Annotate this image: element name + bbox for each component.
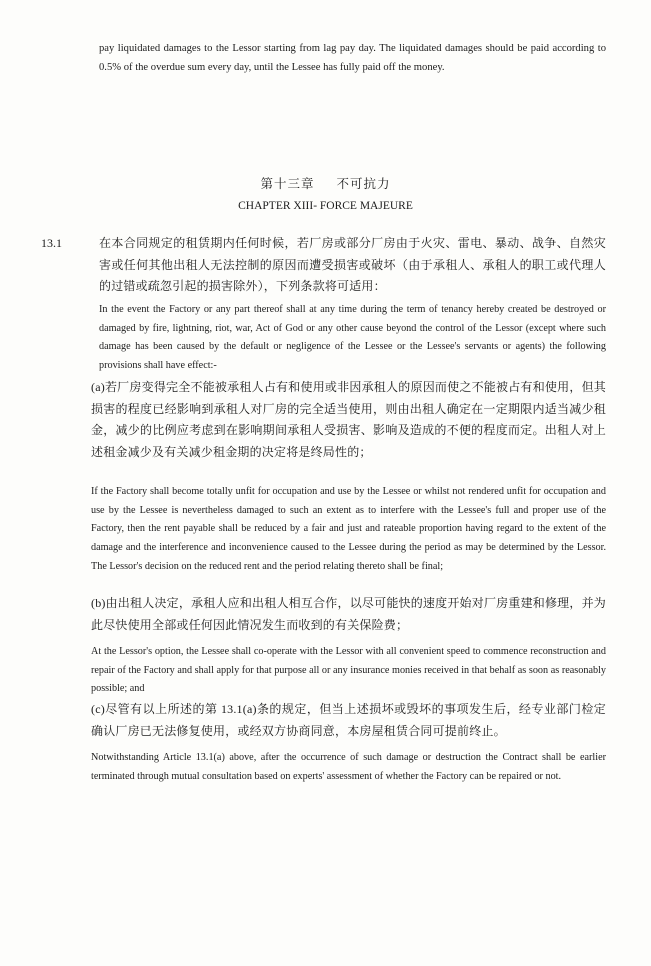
section-number: 13.1 <box>41 236 62 250</box>
chapter-title-zh <box>0 174 651 192</box>
chapter-title-en: CHAPTER XIII- FORCE MAJEURE <box>238 200 413 212</box>
intro-paragraph: pay liquidated damages to the Lessor starting from lag pay day. The liquidated damages should be paid according to 0.5% of the overdue sum every day, until the Lessee has fully paid off the money. <box>99 43 606 73</box>
chapter-name-zh: 不可抗力 <box>336 177 391 191</box>
clause-b-zh: (b)由出租人决定，承租人应和出租人相互合作，以尽可能快的速度开始对厂房重建和修理，并为此尽快使用全部或任何因此情况发生而收到的有关保险费； <box>91 596 606 632</box>
clause-c-zh: (c)尽管有以上所述的第 13.1(a)条的规定，但当上述损坏或毁坏的事项发生后，经专业部门检定确认厂房已无法修复使用，或经双方协商同意，本房屋租赁合同可提前终止。 <box>91 702 606 738</box>
chapter-number-zh: 第十三章 <box>260 177 315 191</box>
clause-b-en: At the Lessor's option, the Lessee shall co-operate with the Lessor with all convenient speed to commence reconstruction and repair of the Factory and shall apply for that purpose all or any insurance monies received in that behalf as soon as reasonably possible; and <box>91 646 606 695</box>
section-main-en: In the event the Factory or any part thereof shall at any time during the term of tenancy hereby created be destroyed or damaged by fire, lightning, riot, war, Act of God or any other cause beyond the control of the Lessor (except where such damage has been caused by the default or negligence of the Lessee or the Lessee's servants or agents) the following provisions shall have effect:- <box>99 304 606 372</box>
section-main-zh: 在本合同规定的租赁期内任何时候，若厂房或部分厂房由于火灾、雷电、暴动、战争、自然灾害或任何其他出租人无法控制的原因而遭受损害或破坏（由于承租人、承租人的职工或代理人的过错或疏忽引起的损害除外），下列条款将可适用： <box>99 236 606 293</box>
clause-a-zh: (a)若厂房变得完全不能被承租人占有和使用或非因承租人的原因而使之不能被占有和使用，但其损害的程度已经影响到承租人对厂房的完全适当使用，则由出租人确定在一定期限内适当减少租金，减少的比例应考虑到在影响期间承租人受损害、影响及造成的不便的程度而定。出租人对上述租金减少及有关减少租金期的决定将是终局性的； <box>91 380 606 459</box>
clause-c-en: Notwithstanding Article 13.1(a) above, after the occurrence of such damage or destruction the Contract shall be earlier terminated through mutual consultation based on experts' assessment of whether the Factory can be repaired or not. <box>91 752 606 782</box>
clause-a-en: If the Factory shall become totally unfit for occupation and use by the Lessee or whilst not rendered unfit for occupation and use by the Lessee is nevertheless damaged to such an extent as to interfere with the Lessee's full and proper use of the Factory, then the rent payable shall be reduced by a fair and just and rateable proportion having regard to the extent of the damage and the interference and inconvenience caused to the Lessee during the period as may be determined by the Lessor. The Lessor's decision on the reduced rent and the period relating thereto shall be final; <box>91 486 606 572</box>
